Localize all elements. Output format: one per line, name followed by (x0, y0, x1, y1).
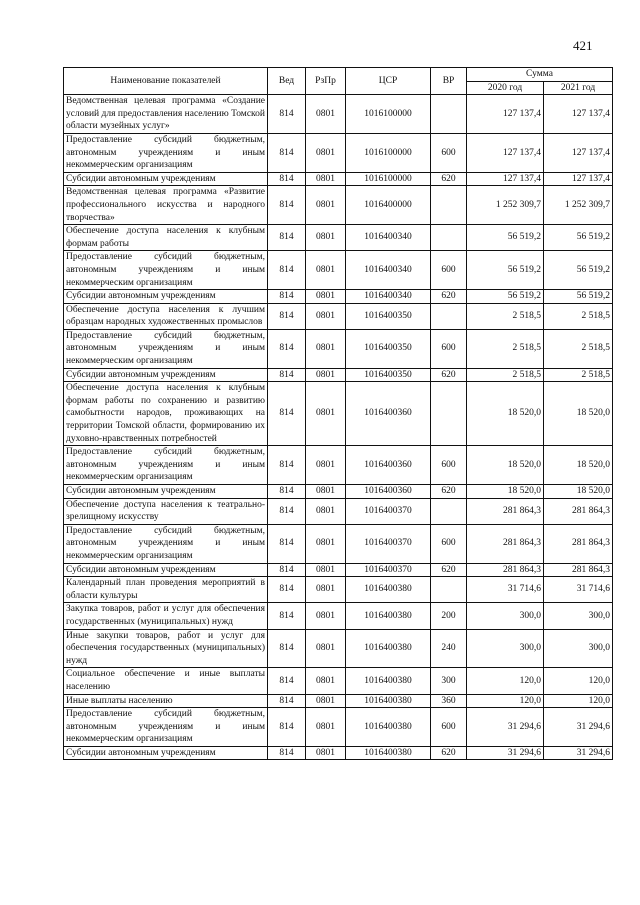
cell-sum-2020: 2 518,5 (467, 368, 544, 382)
cell-rzpr: 0801 (306, 382, 346, 446)
cell-csr: 1016400000 (346, 186, 431, 225)
cell-sum-2020: 2 518,5 (467, 329, 544, 368)
cell-vr (431, 303, 467, 329)
cell-sum-2020: 281 864,3 (467, 498, 544, 524)
cell-csr: 1016100000 (346, 95, 431, 134)
cell-rzpr: 0801 (306, 694, 346, 708)
cell-ved: 814 (268, 368, 306, 382)
cell-rzpr: 0801 (306, 329, 346, 368)
cell-vr: 200 (431, 603, 467, 629)
cell-rzpr: 0801 (306, 524, 346, 563)
cell-sum-2020: 56 519,2 (467, 225, 544, 251)
header-row (64, 68, 613, 82)
cell-csr: 1016100000 (346, 172, 431, 186)
cell-csr: 1016400340 (346, 225, 431, 251)
cell-name: Календарный план проведения мероприятий в области культуры (64, 577, 268, 603)
cell-rzpr: 0801 (306, 603, 346, 629)
cell-ved: 814 (268, 694, 306, 708)
cell-ved: 814 (268, 329, 306, 368)
cell-sum-2021: 1 252 309,7 (544, 186, 613, 225)
cell-rzpr: 0801 (306, 186, 346, 225)
cell-name: Обеспечение доступа населения к клубным формам работы (64, 225, 268, 251)
table-row (64, 251, 613, 290)
table-row (64, 694, 613, 708)
cell-rzpr: 0801 (306, 668, 346, 694)
cell-rzpr: 0801 (306, 485, 346, 499)
table-row (64, 629, 613, 668)
cell-name: Субсидии автономным учреждениям (64, 368, 268, 382)
cell-ved: 814 (268, 446, 306, 485)
table-row (64, 368, 613, 382)
cell-rzpr: 0801 (306, 172, 346, 186)
cell-vr: 600 (431, 708, 467, 747)
cell-csr: 1016400380 (346, 577, 431, 603)
cell-sum-2021: 300,0 (544, 629, 613, 668)
cell-sum-2021: 127 137,4 (544, 133, 613, 172)
cell-vr: 600 (431, 329, 467, 368)
cell-rzpr: 0801 (306, 225, 346, 251)
cell-csr: 1016400340 (346, 251, 431, 290)
cell-rzpr: 0801 (306, 629, 346, 668)
cell-ved: 814 (268, 485, 306, 499)
cell-csr: 1016400380 (346, 629, 431, 668)
cell-sum-2020: 31 294,6 (467, 746, 544, 760)
cell-name: Обеспечение доступа населения к театрально-зрелищному искусству (64, 498, 268, 524)
cell-name: Субсидии автономным учреждениям (64, 172, 268, 186)
table-row (64, 708, 613, 747)
cell-sum-2020: 300,0 (467, 603, 544, 629)
cell-sum-2021: 56 519,2 (544, 251, 613, 290)
cell-vr (431, 186, 467, 225)
cell-ved: 814 (268, 524, 306, 563)
cell-name: Предоставление субсидий бюджетным, автономным учреждениям и иным некоммерческим организациям (64, 446, 268, 485)
cell-ved: 814 (268, 563, 306, 577)
cell-name: Субсидии автономным учреждениям (64, 563, 268, 577)
cell-vr: 300 (431, 668, 467, 694)
table-row (64, 382, 613, 446)
cell-sum-2021: 31 294,6 (544, 708, 613, 747)
cell-rzpr: 0801 (306, 133, 346, 172)
cell-rzpr: 0801 (306, 251, 346, 290)
cell-csr: 1016400350 (346, 329, 431, 368)
cell-rzpr: 0801 (306, 563, 346, 577)
cell-name: Закупка товаров, работ и услуг для обеспечения государственных (муниципальных) нужд (64, 603, 268, 629)
cell-csr: 1016400370 (346, 498, 431, 524)
cell-csr: 1016400360 (346, 485, 431, 499)
cell-name: Предоставление субсидий бюджетным, автономным учреждениям и иным некоммерческим организациям (64, 329, 268, 368)
cell-name: Обеспечение доступа населения к клубным формам работы по сохранению и развитию самобытности народов, проживающих на территории Томской области, формированию их духовно-нравственных потребностей (64, 382, 268, 446)
cell-sum-2020: 300,0 (467, 629, 544, 668)
cell-ved: 814 (268, 290, 306, 304)
cell-csr: 1016400350 (346, 303, 431, 329)
table-row (64, 524, 613, 563)
table-row (64, 563, 613, 577)
table-row (64, 186, 613, 225)
cell-csr: 1016100000 (346, 133, 431, 172)
table-row (64, 95, 613, 134)
cell-vr: 600 (431, 524, 467, 563)
cell-sum-2020: 31 714,6 (467, 577, 544, 603)
cell-ved: 814 (268, 603, 306, 629)
cell-sum-2021: 2 518,5 (544, 303, 613, 329)
cell-ved: 814 (268, 303, 306, 329)
cell-vr: 620 (431, 485, 467, 499)
cell-sum-2020: 56 519,2 (467, 251, 544, 290)
cell-ved: 814 (268, 95, 306, 134)
cell-name: Ведомственная целевая программа «Создание условий для предоставления населению Томской области музейных услуг» (64, 95, 268, 134)
cell-sum-2021: 18 520,0 (544, 446, 613, 485)
table-row (64, 446, 613, 485)
header-year-2020: 2020 год (467, 81, 544, 95)
cell-rzpr: 0801 (306, 303, 346, 329)
cell-sum-2020: 2 518,5 (467, 303, 544, 329)
cell-csr: 1016400360 (346, 382, 431, 446)
cell-ved: 814 (268, 251, 306, 290)
cell-vr: 240 (431, 629, 467, 668)
table-row (64, 225, 613, 251)
table-body (64, 95, 613, 760)
cell-vr (431, 577, 467, 603)
cell-vr: 600 (431, 133, 467, 172)
cell-sum-2020: 18 520,0 (467, 382, 544, 446)
cell-vr (431, 498, 467, 524)
cell-sum-2021: 120,0 (544, 668, 613, 694)
cell-sum-2020: 120,0 (467, 668, 544, 694)
cell-vr: 620 (431, 746, 467, 760)
cell-sum-2020: 127 137,4 (467, 133, 544, 172)
cell-rzpr: 0801 (306, 577, 346, 603)
cell-sum-2021: 127 137,4 (544, 172, 613, 186)
cell-ved: 814 (268, 577, 306, 603)
cell-name: Иные закупки товаров, работ и услуг для обеспечения государственных (муниципальных) нужд (64, 629, 268, 668)
cell-csr: 1016400350 (346, 368, 431, 382)
cell-ved: 814 (268, 186, 306, 225)
table-row (64, 133, 613, 172)
table-row (64, 498, 613, 524)
cell-name: Субсидии автономным учреждениям (64, 746, 268, 760)
cell-sum-2021: 300,0 (544, 603, 613, 629)
cell-name: Ведомственная целевая программа «Развитие профессионального искусства и народного творчества» (64, 186, 268, 225)
cell-sum-2020: 31 294,6 (467, 708, 544, 747)
cell-sum-2021: 281 864,3 (544, 563, 613, 577)
table-row (64, 303, 613, 329)
cell-name: Предоставление субсидий бюджетным, автономным учреждениям и иным некоммерческим организациям (64, 524, 268, 563)
cell-name: Обеспечение доступа населения к лучшим образцам народных художественных промыслов (64, 303, 268, 329)
cell-rzpr: 0801 (306, 290, 346, 304)
cell-sum-2021: 31 294,6 (544, 746, 613, 760)
cell-csr: 1016400380 (346, 708, 431, 747)
header-rzpr: РзПр (306, 68, 346, 95)
table-row (64, 172, 613, 186)
cell-rzpr: 0801 (306, 368, 346, 382)
page-number: 421 (573, 38, 593, 53)
cell-sum-2021: 18 520,0 (544, 382, 613, 446)
cell-ved: 814 (268, 382, 306, 446)
cell-sum-2021: 127 137,4 (544, 95, 613, 134)
table-row (64, 746, 613, 760)
table-row (64, 577, 613, 603)
cell-csr: 1016400380 (346, 746, 431, 760)
cell-csr: 1016400380 (346, 668, 431, 694)
cell-vr: 600 (431, 446, 467, 485)
table-row (64, 603, 613, 629)
cell-name: Предоставление субсидий бюджетным, автономным учреждениям и иным некоммерческим организациям (64, 708, 268, 747)
cell-sum-2020: 18 520,0 (467, 485, 544, 499)
header-vr: ВР (431, 68, 467, 95)
cell-sum-2020: 127 137,4 (467, 172, 544, 186)
cell-sum-2021: 281 864,3 (544, 498, 613, 524)
cell-rzpr: 0801 (306, 498, 346, 524)
cell-name: Субсидии автономным учреждениям (64, 290, 268, 304)
cell-sum-2020: 281 864,3 (467, 524, 544, 563)
header-year-2021: 2021 год (544, 81, 613, 95)
cell-csr: 1016400380 (346, 603, 431, 629)
cell-name: Субсидии автономным учреждениям (64, 485, 268, 499)
cell-rzpr: 0801 (306, 708, 346, 747)
cell-sum-2020: 1 252 309,7 (467, 186, 544, 225)
header-csr: ЦСР (346, 68, 431, 95)
table-row (64, 290, 613, 304)
table-row (64, 668, 613, 694)
cell-sum-2020: 56 519,2 (467, 290, 544, 304)
cell-vr: 620 (431, 563, 467, 577)
cell-name: Предоставление субсидий бюджетным, автономным учреждениям и иным некоммерческим организациям (64, 133, 268, 172)
cell-rzpr: 0801 (306, 446, 346, 485)
cell-ved: 814 (268, 629, 306, 668)
cell-sum-2021: 2 518,5 (544, 329, 613, 368)
cell-rzpr: 0801 (306, 95, 346, 134)
cell-ved: 814 (268, 668, 306, 694)
cell-sum-2021: 18 520,0 (544, 485, 613, 499)
budget-table (63, 67, 613, 760)
table-row (64, 329, 613, 368)
cell-csr: 1016400360 (346, 446, 431, 485)
cell-sum-2020: 127 137,4 (467, 95, 544, 134)
cell-vr: 620 (431, 368, 467, 382)
cell-sum-2021: 31 714,6 (544, 577, 613, 603)
header-sum: Сумма (467, 68, 613, 82)
cell-name: Иные выплаты населению (64, 694, 268, 708)
header-name: Наименование показателей (64, 68, 268, 95)
cell-csr: 1016400370 (346, 563, 431, 577)
cell-name: Социальное обеспечение и иные выплаты населению (64, 668, 268, 694)
cell-sum-2021: 120,0 (544, 694, 613, 708)
cell-rzpr: 0801 (306, 746, 346, 760)
cell-csr: 1016400340 (346, 290, 431, 304)
cell-vr (431, 225, 467, 251)
table-row (64, 485, 613, 499)
cell-csr: 1016400370 (346, 524, 431, 563)
cell-vr: 620 (431, 172, 467, 186)
cell-vr (431, 382, 467, 446)
cell-name: Предоставление субсидий бюджетным, автономным учреждениям и иным некоммерческим организациям (64, 251, 268, 290)
cell-sum-2020: 120,0 (467, 694, 544, 708)
cell-ved: 814 (268, 746, 306, 760)
cell-sum-2021: 281 864,3 (544, 524, 613, 563)
cell-sum-2021: 56 519,2 (544, 225, 613, 251)
cell-vr: 620 (431, 290, 467, 304)
cell-ved: 814 (268, 172, 306, 186)
cell-sum-2020: 281 864,3 (467, 563, 544, 577)
cell-sum-2020: 18 520,0 (467, 446, 544, 485)
cell-vr (431, 95, 467, 134)
cell-ved: 814 (268, 498, 306, 524)
cell-ved: 814 (268, 708, 306, 747)
cell-ved: 814 (268, 225, 306, 251)
cell-ved: 814 (268, 133, 306, 172)
cell-vr: 360 (431, 694, 467, 708)
cell-csr: 1016400380 (346, 694, 431, 708)
cell-sum-2021: 2 518,5 (544, 368, 613, 382)
header-ved: Вед (268, 68, 306, 95)
cell-vr: 600 (431, 251, 467, 290)
cell-sum-2021: 56 519,2 (544, 290, 613, 304)
